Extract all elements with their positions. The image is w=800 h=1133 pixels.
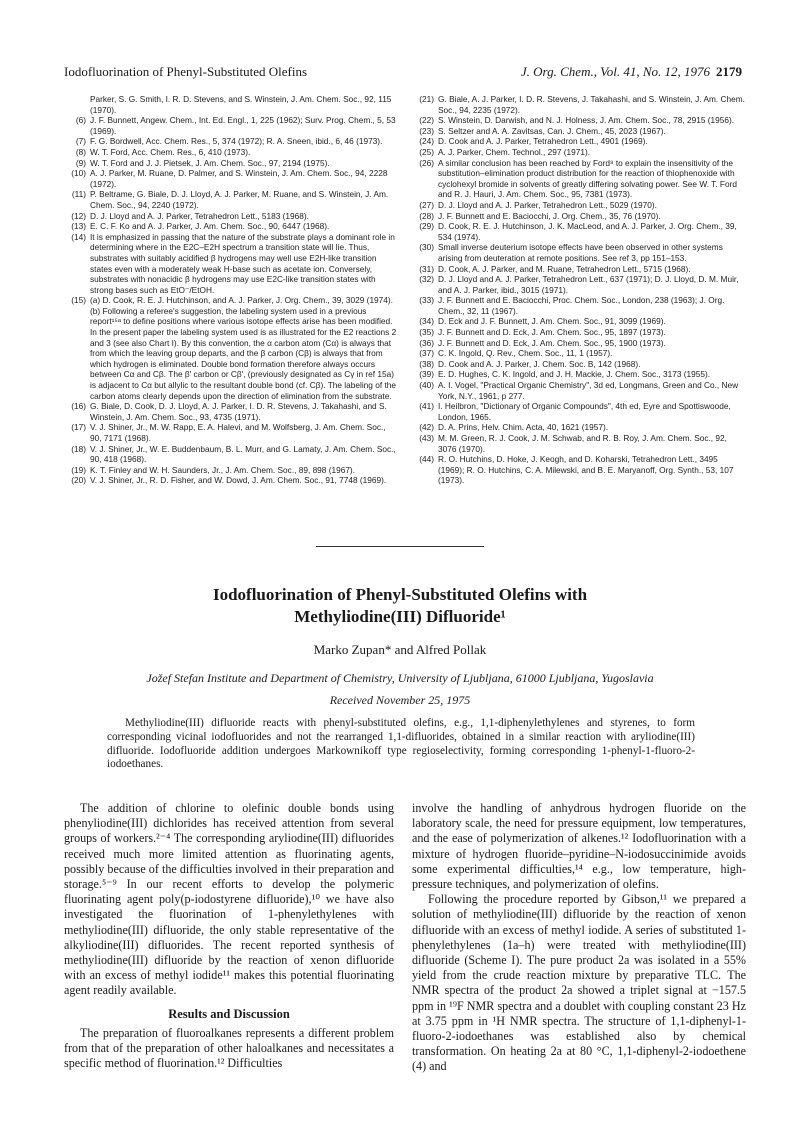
reference-text: A. J. Parker, M. Ruane, D. Palmer, and S. Winstein, J. Am. Chem. Soc., 94, 2228 (1972). — [90, 168, 388, 189]
reference-text: I. Heilbron, "Dictionary of Organic Compounds", 4th ed, Eyre and Spottiswoode, London, 1965. — [438, 401, 731, 422]
received-date: Received November 25, 1975 — [329, 693, 471, 707]
section-divider — [316, 546, 484, 547]
reference-text: G. Biale, A. J. Parker, I. D. R. Stevens, J. Takahashi, and S. Winstein, J. Am. Chem. Soc., 94, 2235 (1972). — [438, 94, 745, 115]
reference-item — [412, 242, 746, 263]
reference-number: (32) — [419, 274, 434, 285]
reference-number: (6) — [75, 115, 86, 126]
reference-item — [412, 359, 746, 370]
reference-number: (42) — [419, 422, 434, 433]
reference-number: (35) — [419, 327, 434, 338]
reference-item — [64, 422, 397, 443]
reference-item — [64, 211, 397, 222]
reference-number: (17) — [71, 422, 86, 433]
reference-item — [64, 147, 397, 158]
reference-number: (39) — [419, 369, 434, 380]
reference-item — [412, 211, 746, 222]
body-paragraph: Following the procedure reported by Gibson,¹¹ we prepared a solution of methyliodine(III) difluoride by the reaction of xenon difluoride with an excess of methyl iodide. A series of substituted 1-phenylethylenes (1a–h) were treated with methyliodine(III) difluoride (Scheme I). The pure product 2a was isolated in a 55% yield from the crude reaction mixture by preparative TLC. The NMR spectra of the product 2a showed a triplet signal at −157.5 ppm in ¹⁹F NMR spectra and a doublet with coupling constant 23 Hz at 3.75 ppm in ¹H NMR spectra. The structure of 1,1-diphenyl-1-fluoro-2-iodoethanes was established also by chemical transformation. On heating 2a at 80 °C, 1,1-diphenyl-2-iodoethene (4) and — [412, 892, 746, 1074]
reference-item — [412, 136, 746, 147]
reference-item — [412, 126, 746, 137]
reference-number: (23) — [419, 125, 434, 136]
reference-item — [412, 454, 746, 486]
reference-item — [64, 136, 397, 147]
reference-item — [64, 444, 397, 465]
reference-item — [412, 221, 746, 242]
reference-item — [64, 221, 397, 232]
reference-number: (26) — [419, 157, 434, 168]
reference-item — [412, 327, 746, 338]
reference-text: J. F. Bunnett, Angew. Chem., Int. Ed. Engl., 1, 225 (1962); Surv. Prog. Chem., 5, 53 (1969). — [90, 115, 396, 136]
reference-item — [64, 232, 397, 296]
reference-number: (12) — [71, 210, 86, 221]
reference-number: (21) — [419, 94, 434, 104]
reference-text: J. F. Bunnett and D. Eck, J. Am. Chem. Soc., 95, 1900 (1973). — [438, 337, 666, 348]
reference-text: Parker, S. G. Smith, I. R. D. Stevens, and S. Winstein, J. Am. Chem. Soc., 92, 115 (1970). — [90, 94, 392, 115]
reference-item — [412, 274, 746, 295]
body-left-column — [64, 801, 394, 1071]
reference-item — [412, 94, 746, 115]
reference-item — [412, 348, 746, 359]
abstract: Methyliodine(III) difluoride reacts with phenyl-substituted olefins, e.g., 1,1-diphenylethylenes and styrenes, to form corresponding vicinal iodofluorides and not the rearranged 1,1-difluorides, obtained in a similar reaction with aryliodine(III) difluoride. Iodofluoride addition undergoes Markownikoff type regioselectivity, forming corresponding 1-phenyl-1-fluoro-2-iodoethanes. — [107, 717, 695, 771]
reference-number: (15) — [71, 295, 86, 306]
reference-item — [412, 401, 746, 422]
reference-item — [412, 338, 746, 349]
reference-text: D. J. Lloyd and A. J. Parker, Tetrahedron Lett., 5029 (1970). — [438, 199, 657, 210]
reference-number: (19) — [71, 464, 86, 475]
reference-number: (38) — [419, 358, 434, 369]
reference-text: E. D. Hughes, C. K. Ingold, and J. H. Mackie, J. Chem. Soc., 3173 (1955). — [438, 369, 711, 380]
reference-number: (28) — [419, 210, 434, 221]
reference-text: D. J. Lloyd and A. J. Parker, Tetrahedron Lett., 637 (1971); D. J. Lloyd, D. M. Muir, and A. J. Parker, ibid., 3015 (1971). — [438, 274, 739, 295]
reference-number: (10) — [71, 168, 86, 179]
references-left-column — [64, 94, 397, 486]
reference-text: D. J. Lloyd and A. J. Parker, Tetrahedron Lett., 5183 (1968). — [90, 210, 309, 221]
reference-text: J. F. Bunnett and E. Baciocchi, J. Org. Chem., 35, 76 (1970). — [438, 210, 661, 221]
reference-number: (37) — [419, 348, 434, 359]
reference-text: D. Cook, R. E. J. Hutchinson, J. K. MacLeod, and A. J. Parker, J. Org. Chem., 39, 534 (1974). — [438, 221, 737, 242]
reference-text: J. F. Bunnett and E. Baciocchi, Proc. Chem. Soc., London, 238 (1963); J. Org. Chem., 32, 11 (1967). — [438, 295, 725, 316]
body-right-column — [412, 801, 746, 1075]
reference-item — [64, 295, 397, 401]
reference-number: (41) — [419, 401, 434, 412]
reference-number: (44) — [419, 454, 434, 465]
article-title-line-2: Methyliodine(III) Difluoride¹ — [294, 607, 506, 626]
article-authors: Marko Zupan* and Alfred Pollak — [313, 642, 487, 657]
reference-text: K. T. Finley and W. H. Saunders, Jr., J. Am. Chem. Soc., 89, 898 (1967). — [90, 464, 356, 475]
reference-number: (9) — [75, 157, 86, 168]
reference-text: A. I. Vogel, "Practical Organic Chemistry", 3d ed, Longmans, Green and Co., New York, N.Y., 1961, p 277. — [438, 380, 739, 401]
reference-text: V. J. Shiner, Jr., M. W. Rapp, E. A. Halevi, and M. Wolfsberg, J. Am. Chem. Soc., 90, 7171 (1968). — [90, 422, 386, 443]
reference-text: W. T. Ford and J. J. Pietsek, J. Am. Chem. Soc., 97, 2194 (1975). — [90, 157, 330, 168]
reference-number: (25) — [419, 146, 434, 157]
reference-text: V. J. Shiner, Jr., R. D. Fisher, and W. Dowd, J. Am. Chem. Soc., 91, 7748 (1969). — [90, 475, 387, 486]
reference-number: (31) — [419, 263, 434, 274]
reference-item — [64, 158, 397, 169]
reference-item — [412, 380, 746, 401]
reference-number: (16) — [71, 401, 86, 412]
reference-text: Small inverse deuterium isotope effects have been observed in other systems arising from deuteration at remote positions. See ref 3, pp 151–153. — [438, 242, 723, 263]
references-right-column — [412, 94, 746, 486]
reference-text: V. J. Shiner, Jr., W. E. Buddenbaum, B. L. Murr, and G. Lamaty, J. Am. Chem. Soc., 90, 418 (1968). — [90, 443, 396, 465]
body-paragraph: The addition of chlorine to olefinic double bonds using phenyliodine(III) dichlorides has received attention from several groups of workers.²⁻⁴ The corresponding aryliodine(III) difluorides received much more limited attention as fluorinating agents, possibly because of the difficulties involved in their preparation and storage.⁵⁻⁹ In our recent efforts to develop the polymeric fluorinating agent poly(p-iodostyrene difluoride),¹⁰ we have also investigated the fluorination of 1-phenylethylenes with methyliodine(III) difluoride, the only stable representative of the alkyliodine(III) difluorides. The recent reported synthesis of methyliodine(III) difluoride by the reaction of xenon difluoride with an excess of methyl iodide¹¹ makes this potential fluorinating agent readily available. — [64, 801, 394, 998]
running-header-title: Iodofluorination of Phenyl-Substituted Olefins — [64, 64, 308, 79]
reference-number: (7) — [75, 136, 86, 147]
reference-item — [412, 433, 746, 454]
reference-number: (43) — [419, 433, 434, 443]
reference-item — [412, 369, 746, 380]
reference-number: (14) — [71, 231, 86, 242]
journal-citation: J. Org. Chem., Vol. 41, No. 12, 1976 — [520, 64, 710, 79]
reference-number: (34) — [419, 316, 434, 327]
reference-number: (24) — [419, 136, 434, 147]
reference-item — [64, 94, 397, 115]
reference-number: (29) — [419, 221, 434, 232]
reference-item — [64, 115, 397, 136]
reference-text: D. Cook and A. J. Parker, Tetrahedron Lett., 4901 (1969). — [438, 136, 648, 147]
reference-number: (8) — [75, 146, 86, 157]
reference-item — [412, 264, 746, 275]
reference-text: It is emphasized in passing that the nature of the substrate plays a dominant role in determining where in the E2C–E2H spectrum a transition state will lie. Thus, substrates with suitably acidified β hydrogens may well use E2H-like transition states even with a moderately weak H-base such as acetate ion. Conversely, substrates with nonacidic β hydrogens may use E2C-like transition states with strong bases such as EtO⁻/EtOH. — [90, 231, 395, 295]
reference-text: G. Biale, D. Cook, D. J. Lloyd, A. J. Parker, I. D. R. Stevens, J. Takahashi, and S. Winstein, J. Am. Chem. Soc., 93, 4735 (1971). — [90, 401, 387, 422]
reference-text: (a) D. Cook, R. E. J. Hutchinson, and A. J. Parker, J. Org. Chem., 39, 3029 (1974). (b) Following a referee's suggestion, the labeling system used in a previous report¹⁵ᵃ to define positions where various isotope effects arise has been modified. In the present paper the labeling system used is as illustrated for the E2 reactions 2 and 3 (see also Chart I). By this convention, the α carbon atom (Cα) is always that from which the leaving group departs, and the β carbon (Cβ) is always that from which hydrogen is eliminated. Double bond formation therefore always occurs between Cα and Cβ. The β′ carbon or Cβ′, (previously designated as Cγ in ref 15a) is adjacent to Cα but allylic to the resultant double bond (cf. Cβ). The labeling of the carbon atoms clearly depends upon the direction of elimination from the substrate. — [90, 295, 397, 401]
article-affiliation: Jožef Stefan Institute and Department of Chemistry, University of Ljubljana, 61000 Ljubljana, Yugoslavia — [146, 671, 654, 685]
reference-text: A similar conclusion has been reached by Ford⁸ to explain the insensitivity of the substitution–elimination product distribution for the reaction of thiophenoxide with cyclohexyl bromide in solvents of greatly differing solvating power. See W. T. Ford and R. J. Hauri, J. Am. Chem. Soc., 95, 7381 (1973). — [438, 157, 737, 200]
reference-number: (40) — [419, 380, 434, 391]
reference-number: (20) — [71, 475, 86, 486]
reference-item — [412, 147, 746, 158]
reference-text: P. Beltrame, G. Biale, D. J. Lloyd, A. J. Parker, M. Ruane, and S. Winstein, J. Am. Chem. Soc., 94, 2240 (1972). — [90, 189, 389, 210]
page-number: 2179 — [716, 64, 742, 79]
reference-number: (18) — [71, 443, 86, 454]
reference-text: F. G. Bordwell, Acc. Chem. Res., 5, 374 (1972); R. A. Sneen, ibid., 6, 46 (1973). — [90, 136, 383, 147]
reference-number: (13) — [71, 221, 86, 232]
reference-text: D. A. Prins, Helv. Chim. Acta, 40, 1621 (1957). — [438, 422, 609, 433]
section-heading: Results and Discussion — [168, 1006, 290, 1021]
reference-text: E. C. F. Ko and A. J. Parker, J. Am. Chem. Soc., 90, 6447 (1968). — [90, 221, 330, 232]
reference-item — [412, 200, 746, 211]
reference-item — [64, 168, 397, 189]
reference-item — [412, 316, 746, 327]
body-paragraph: involve the handling of anhydrous hydrogen fluoride on the laboratory scale, the need for pressure equipment, low temperatures, and the ease of polymerization of alkenes.¹² Iodofluorination with a mixture of hydrogen fluoride–pyridine–N-iodosuccinimide avoids some experimental difficulties,¹⁴ e.g., low temperature, high-pressure techniques, and polymerization of olefins. — [412, 801, 746, 892]
reference-item — [412, 295, 746, 316]
reference-text: R. O. Hutchins, D. Hoke, J. Keogh, and D. Koharski, Tetrahedron Lett., 3495 (1969); R. O. Hutchins, C. A. Milewski, and B. E. Maryanoff, Org. Synth., 53, 107 (1973). — [438, 454, 734, 486]
reference-number: (11) — [71, 189, 86, 200]
reference-text: D. Cook and A. J. Parker, J. Chem. Soc. B, 142 (1968). — [438, 358, 641, 369]
running-header-journal — [521, 64, 742, 80]
article-title-line-1: Iodofluorination of Phenyl-Substituted Olefins with — [212, 585, 588, 604]
reference-text: S. Winstein, D. Darwish, and N. J. Holness, J. Am. Chem. Soc., 78, 2915 (1956). — [438, 115, 735, 126]
reference-item — [64, 465, 397, 476]
reference-number: (33) — [419, 295, 434, 306]
body-paragraph: The preparation of fluoroalkanes represents a different problem from that of the preparation of other haloalkanes and necessitates a specific method of fluorination.¹² Difficulties — [64, 1025, 394, 1071]
reference-text: J. F. Bunnett and D. Eck, J. Am. Chem. Soc., 95, 1897 (1973). — [438, 327, 666, 338]
reference-text: S. Seltzer and A. A. Zavitsas, Can. J. Chem., 45, 2023 (1967). — [438, 125, 666, 136]
reference-number: (36) — [419, 337, 434, 348]
reference-text: C. K. Ingold, Q. Rev., Chem. Soc., 11, 1 (1957). — [438, 348, 613, 359]
reference-number: (27) — [419, 199, 434, 210]
article-title — [60, 584, 740, 628]
reference-item — [64, 475, 397, 486]
reference-text: D. Cook, A. J. Parker, and M. Ruane, Tetrahedron Lett., 5715 (1968). — [438, 263, 691, 274]
reference-item — [412, 422, 746, 433]
reference-text: W. T. Ford, Acc. Chem. Res., 6, 410 (1973). — [90, 146, 251, 157]
reference-text: D. Eck and J. F. Bunnett, J. Am. Chem. Soc., 91, 3099 (1969). — [438, 316, 666, 327]
reference-item — [412, 158, 746, 200]
reference-text: M. M. Green, R. J. Cook, J. M. Schwab, and R. B. Roy, J. Am. Chem. Soc., 92, 3076 (1970). — [438, 433, 727, 454]
reference-item — [64, 401, 397, 422]
reference-text: A. J. Parker, Chem. Technol., 297 (1971). — [438, 146, 591, 157]
reference-item — [412, 115, 746, 126]
reference-item — [64, 189, 397, 210]
reference-number: (22) — [419, 115, 434, 126]
reference-number: (30) — [419, 242, 434, 253]
